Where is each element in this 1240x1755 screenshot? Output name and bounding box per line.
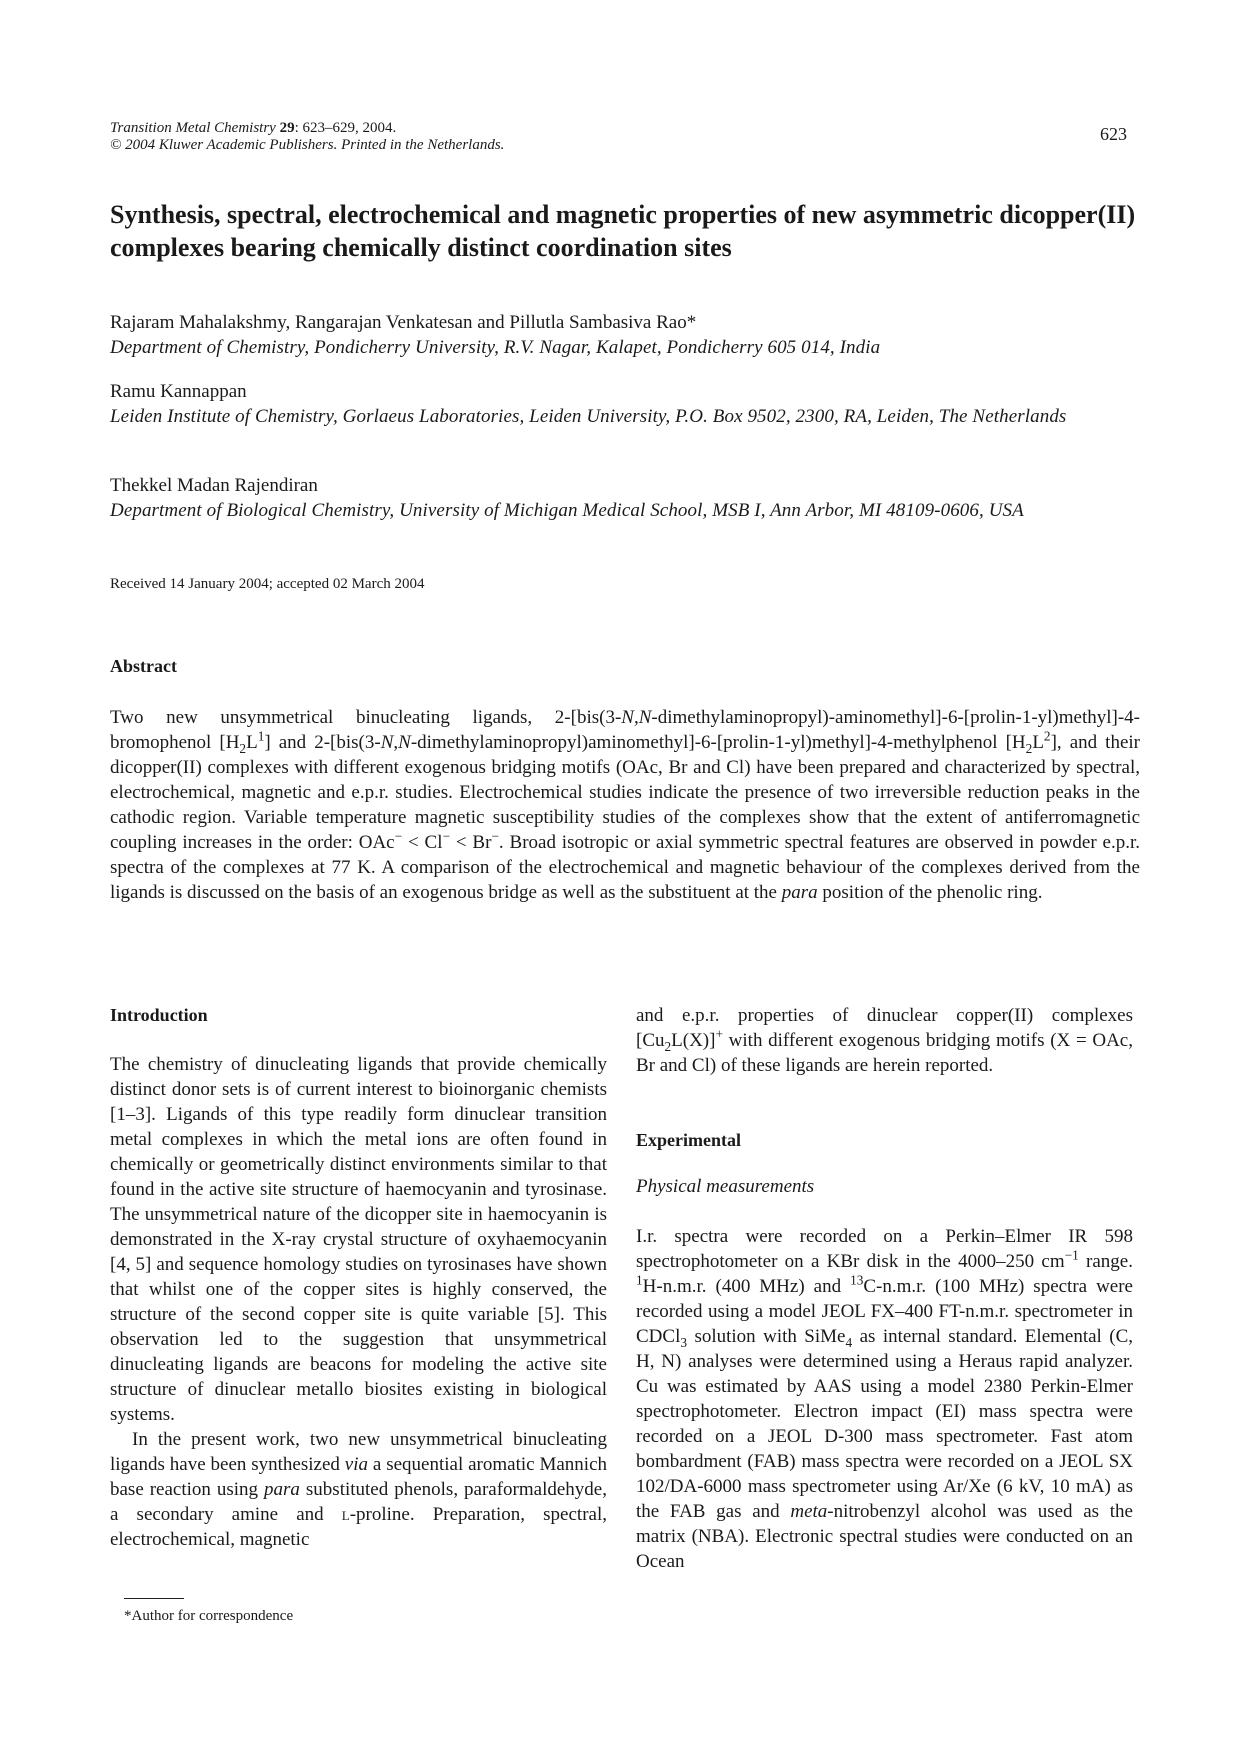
abstract-sup: − [442,828,450,844]
footnote-rule [124,1598,184,1599]
exp-seg: as internal standard. Elemental (C, H, N) analyses were determined using a Heraus rapid analyzer. Cu was estimated by AAS using a model 2380 Perkin-Elmer spectrophotometer. Electron impact (EI) mass spectra were recorded on a JEOL D-300 mass spectrometer. Fast atom bombardment (FAB) mass spectra were recorded on a JEOL SX 102/DA-6000 mass spectrometer using Ar/Xe (6 kV, 10 mA) as the FAB gas and [636,1326,1134,1522]
abstract-sup: 2 [1043,728,1051,744]
abstract-seg: ] and 2-[bis(3- [264,732,381,753]
intro-smallcaps: l [341,1504,350,1525]
exp-sub: 3 [680,1334,688,1350]
experimental-heading: Experimental [636,1130,741,1150]
journal-copyright: © 2004 Kluwer Academic Publishers. Printed in the Netherlands. [110,137,505,153]
author-group-3 [110,473,1140,523]
exp-sup: 1 [636,1272,643,1288]
journal-header [110,120,810,154]
journal-volume: 29 [279,120,295,136]
exp-sup: −1 [1064,1247,1079,1263]
exp-italic: meta [790,1501,828,1522]
physical-measurements-heading: Physical measurements [636,1176,815,1197]
intro-seg: with different exogenous bridging motifs (X = OAc, Br and Cl) of these ligands are herein reported. [636,1030,1133,1076]
abstract-sup: − [394,828,403,844]
footnote: *Author for correspondence [124,1608,294,1624]
abstract-italic-n: N [398,732,411,753]
abstract-seg: < Br [450,832,492,853]
journal-citation [110,120,810,137]
author-affiliation: Department of Chemistry, Pondicherry University, R.V. Nagar, Kalapet, Pondicherry 605 014, India [110,337,881,358]
article-title: Synthesis, spectral, electrochemical and magnetic properties of new asymmetric dicopper(II) complexes bearing chemically distinct coordination sites [110,200,1136,262]
abstract-sub: 2 [239,740,247,756]
received-dates: Received 14 January 2004; accepted 02 March 2004 [110,576,425,592]
exp-seg: I.r. spectra were recorded on a Perkin–Elmer IR 598 spectrophotometer on a KBr disk in the 4000–250 cm [636,1226,1133,1272]
page-number: 623 [1100,124,1127,144]
author-affiliation: Department of Biological Chemistry, University of Michigan Medical School, MSB I, Ann Arbor, MI 48109-0606, USA [110,500,1024,521]
experimental-paragraph-1 [636,1224,1133,1574]
author-names: Thekkel Madan Rajendiran [110,475,318,496]
right-column [636,1003,1133,1574]
abstract-italic-n: N [380,732,394,753]
abstract-seg: . Broad isotropic or axial symmetric spectral features are observed in powder e.p.r. spectra of the complexes at 77 K. A comparison of the electrochemical and magnetic behaviour of the complexes derived from the ligands is discussed on the basis of an exogenous bridge as well as the substituent at the [110,832,1140,903]
abstract-italic-n: N [621,707,634,728]
abstract-seg: < Cl [402,832,443,853]
exp-sub: 4 [845,1334,853,1350]
abstract-sup: 1 [257,728,265,744]
author-names: Ramu Kannappan [110,381,247,402]
intro-seg: L(X)] [671,1030,716,1051]
author-affiliation: Leiden Institute of Chemistry, Gorlaeus Laboratories, Leiden University, P.O. Box 9502, 2300, RA, Leiden, The Netherlands [110,406,1067,427]
journal-pages-year: : 623–629, 2004. [294,120,397,136]
abstract-seg: Two new unsymmetrical binucleating ligands, 2-[bis(3- [110,707,622,728]
abstract-seg: ], and their dicopper(II) complexes with different exogenous bridging motifs (OAc, Br and Cl) have been prepared and characterized by spectral, electrochemical, magnetic and e.p.r. studies. Electrochemical studies indicate the presence of two irreversible reduction peaks in the cathodic region. Variable temperature magnetic susceptibility studies of the complexes show that the extent of antiferromagnetic coupling increases in the order: OAc [110,732,1140,853]
abstract-text: Two new unsymmetrical binucleating ligands, 2-[bis(3-N,N-dimethylaminopropyl)-aminomethyl]-6-[prolin-1-yl)methyl]-4-bromophenol $[H_2L^1]$ and 2-[bis(3-N,N-dimethylaminopropyl)aminomethyl]-6-[prolin-1-yl)methyl]-4-methylphenol $[H_2L^2]$, and their dicopper(II) complexes with different exogenous bridging motifs (OAc, Br and Cl) have been prepared and characterized by spectral, electrochemical, magnetic and e.p.r. studies. Electrochemical studies indicate the presence of two irreversible reduction peaks in the cathodic region. Variable temperature magnetic susceptibility studies of the complexes show that the extent of antiferromagnetic coupling increases in the order: OAc− < Cl− < Br−. Broad isotropic or axial symmetric spectral features are observed in powder e.p.r. spectra of the complexes at 77 K. A comparison of the electrochemical and magnetic behaviour of the complexes derived from the ligands is discussed on the basis of an exogenous bridge as well as the substituent at the para position of the phenolic ring. [110,707,1140,903]
introduction-paragraph-1: The chemistry of dinucleating ligands that provide chemically distinct donor sets is of current interest to bioinorganic chemists [1–3]. Ligands of this type readily form dinuclear transition metal complexes in which the metal ions are often found in chemically or geometrically distinct environments similar to that found in the active site structure of haemocyanin and tyrosinase. The unsymmetrical nature of the dicopper site in haemocyanin is demonstrated in the X-ray crystal structure of oxyhaemocyanin [4, 5] and sequence homology studies on tyrosinases have shown that whilst one of the copper sites is highly conserved, the structure of the second copper site is quite variable [5]. This observation led to the suggestion that unsymmetrical dinucleating ligands are beacons for modeling the active site structure of dinuclear metallo biosites existing in biological systems. [110,1054,607,1425]
abstract-heading: Abstract [110,656,177,676]
intro-sup: + [715,1026,723,1042]
intro-seg: In the present work, two new unsymmetrical binucleating ligands have been synthesized [110,1429,607,1475]
abstract-seg: -dimethylaminopropyl)-aminomethyl]-6-[prolin-1-yl)methyl]-4-bromophenol [H [110,707,1140,753]
abstract-sup: − [491,828,499,844]
abstract-sub: 2 [1025,740,1033,756]
exp-seg: C-n.m.r. (100 MHz) spectra were recorded using a model JEOL FX–400 FT-n.m.r. spectrometer in CDCl [636,1276,1133,1347]
abstract-ligand: L [1032,732,1044,753]
exp-seg: range. [1078,1251,1133,1272]
abstract-italic: para [781,882,818,903]
exp-seg: H-n.m.r. (400 MHz) and [642,1276,851,1297]
exp-sup: 13 [850,1272,864,1288]
intro-sub: 2 [664,1038,672,1054]
abstract-seg: position of the phenolic ring. [817,882,1043,903]
introduction-paragraph-2 [110,1427,607,1552]
intro-italic: via [344,1454,369,1475]
left-column [110,1003,607,1552]
intro-seg: -proline. Preparation, spectral, electrochemical, magnetic [110,1504,607,1550]
intro-italic: para [264,1479,300,1500]
exp-seg: solution with SiMe [687,1326,846,1347]
abstract-italic-n: N [638,707,652,728]
abstract-ligand: L [246,732,258,753]
author-group-2 [110,379,1140,429]
intro-seg: and e.p.r. properties of dinuclear copper(II) complexes [Cu [636,1005,1133,1051]
author-names: Rajaram Mahalakshmy, Rangarajan Venkatesan and Pillutla Sambasiva Rao* [110,312,697,333]
introduction-heading: Introduction [110,1005,208,1025]
intro-seg: a sequential aromatic Mannich base reaction using [110,1454,608,1500]
introduction-paragraph-3 [636,1003,1133,1078]
exp-seg: -nitrobenzyl alcohol was used as the matrix (NBA). Electronic spectral studies were conducted on an Ocean [636,1501,1133,1572]
abstract-seg: -dimethylaminopropyl)aminomethyl]-6-[prolin-1-yl)methyl]-4-methylphenol [H [410,732,1026,753]
intro-seg: substituted phenols, paraformaldehyde, a secondary amine and [110,1479,607,1525]
journal-name: Transition Metal Chemistry [110,120,276,136]
author-group-1 [110,310,1140,360]
